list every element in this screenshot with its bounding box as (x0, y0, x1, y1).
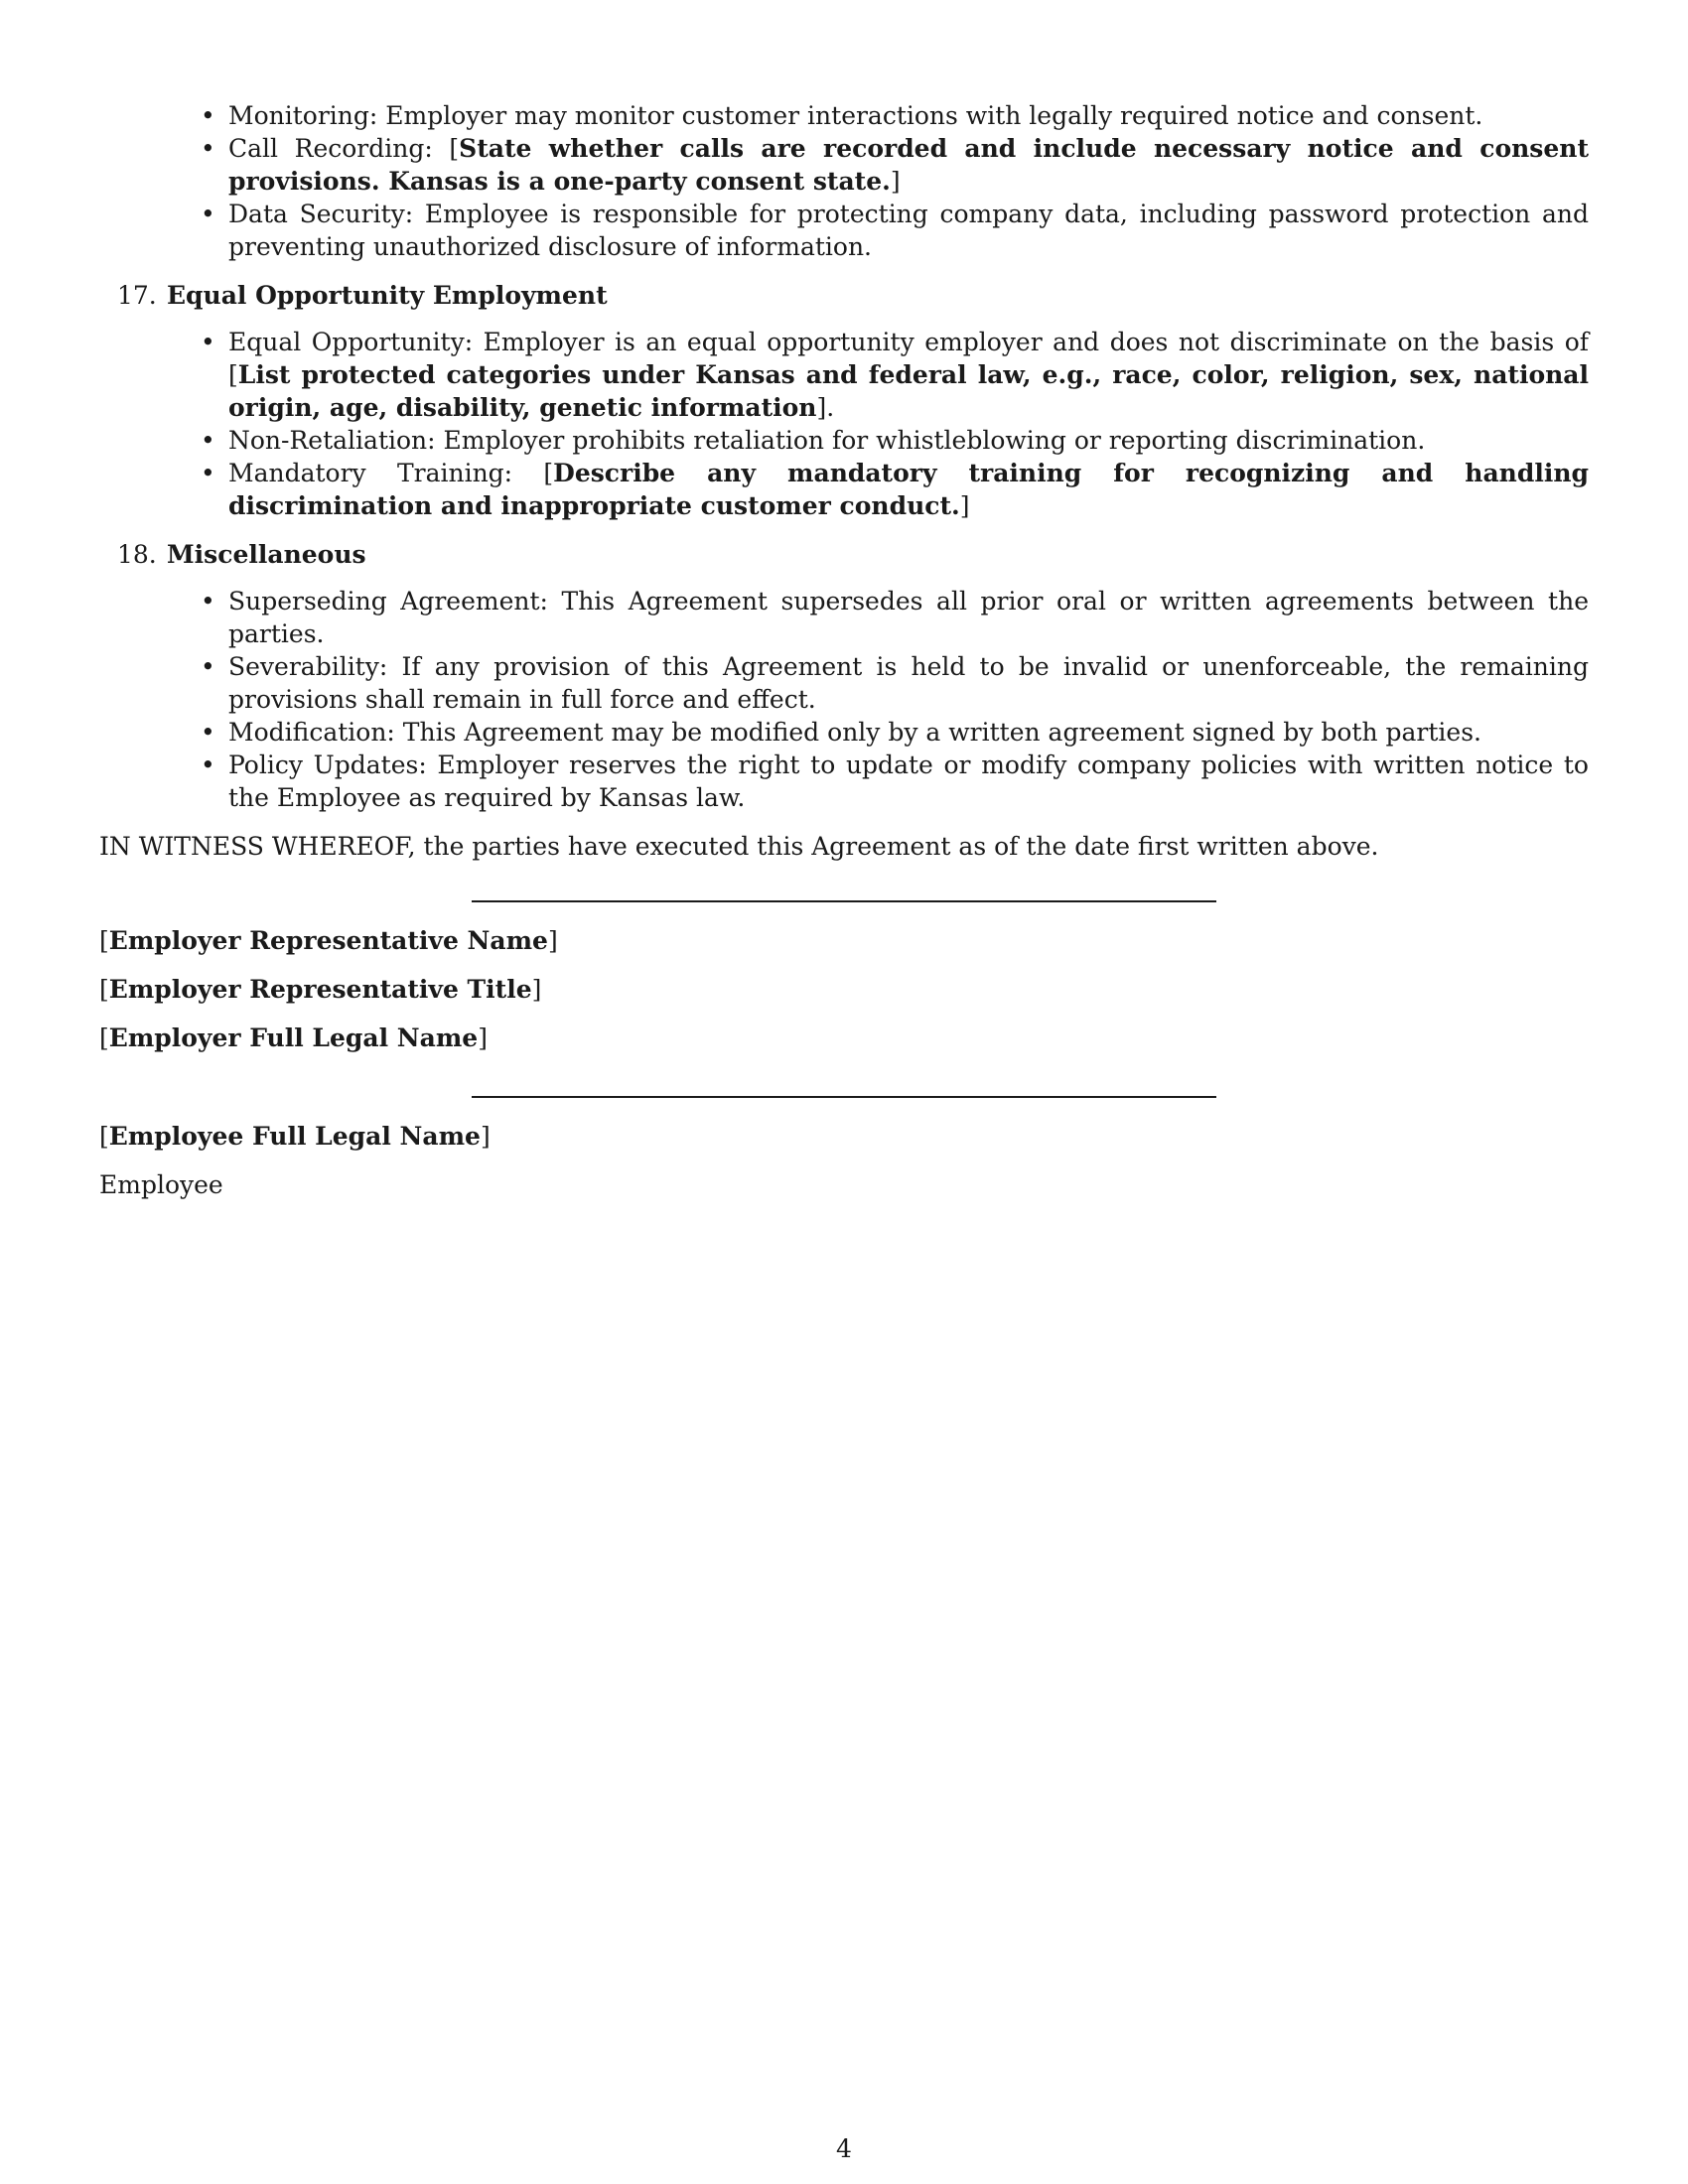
list-item-modification: • Modification: This Agreement may be modified only by a written agreement signed by both parties. (228, 716, 1589, 749)
list-item-monitoring: • Monitoring: Employer may monitor customer interactions with legally required notice and consent. (228, 99, 1589, 132)
list-item-data-security: • Data Security: Employee is responsible for protecting company data, including password protection and preventing unauthorized disclosure of information. (228, 198, 1589, 263)
employer-legal-name: [Employer Full Legal Name] (99, 1024, 488, 1052)
document-page (99, 99, 1589, 1201)
placeholder-call-recording: State whether calls are recorded and include necessary notice and consent provisions. Kansas is a one-party consent state. (228, 134, 1589, 196)
section-title: Equal Opportunity Employment (167, 281, 608, 310)
list-item-severability: • Severability: If any provision of this Agreement is held to be invalid or unenforceable, the remaining provisions shall remain in full force and effect. (228, 650, 1589, 716)
list-item-mandatory-training: • Mandatory Training: [Describe any mandatory training for recognizing and handling discrimination and inappropriate customer conduct.] (228, 457, 1589, 522)
section-18-heading (99, 538, 1589, 571)
employee-signature-line (472, 1096, 1216, 1098)
list-item-equal-opportunity: • Equal Opportunity: Employer is an equal opportunity employer and does not discriminate on the basis of [List protected categories under Kansas and federal law, e.g., race, color, religion, sex, national origin, age, disability, genetic information]. (228, 326, 1589, 424)
section-17-list (99, 326, 1589, 522)
placeholder-protected-categories: List protected categories under Kansas and federal law, e.g., race, color, religion, sex, national origin, age, disability, genetic information (228, 360, 1589, 422)
section-16-list (99, 99, 1589, 263)
page-number: 4 (836, 2134, 852, 2163)
employer-rep-title: [Employer Representative Title] (99, 975, 542, 1004)
witness-clause: IN WITNESS WHEREOF, the parties have executed this Agreement as of the date first written above. (99, 832, 1379, 861)
section-17-heading (99, 279, 1589, 312)
employee-role-label: Employee (99, 1170, 223, 1199)
section-number: 17. (117, 281, 157, 310)
list-item-superseding-agreement: • Superseding Agreement: This Agreement supersedes all prior oral or written agreements between the parties. (228, 585, 1589, 650)
employee-legal-name: [Employee Full Legal Name] (99, 1122, 491, 1151)
list-item-call-recording: • Call Recording: [State whether calls are recorded and include necessary notice and consent provisions. Kansas is a one-party consent state.] (228, 132, 1589, 198)
employer-signature-line (472, 900, 1216, 902)
list-item-policy-updates: • Policy Updates: Employer reserves the right to update or modify company policies with written notice to the Employee as required by Kansas law. (228, 749, 1589, 814)
list-item-non-retaliation: • Non-Retaliation: Employer prohibits retaliation for whistleblowing or reporting discrimination. (228, 424, 1589, 457)
section-title: Miscellaneous (167, 540, 366, 569)
section-18-list (99, 585, 1589, 814)
section-number: 18. (117, 540, 157, 569)
employer-rep-name: [Employer Representative Name] (99, 926, 558, 955)
placeholder-mandatory-training: Describe any mandatory training for recognizing and handling discrimination and inappropriate customer conduct. (228, 459, 1589, 520)
